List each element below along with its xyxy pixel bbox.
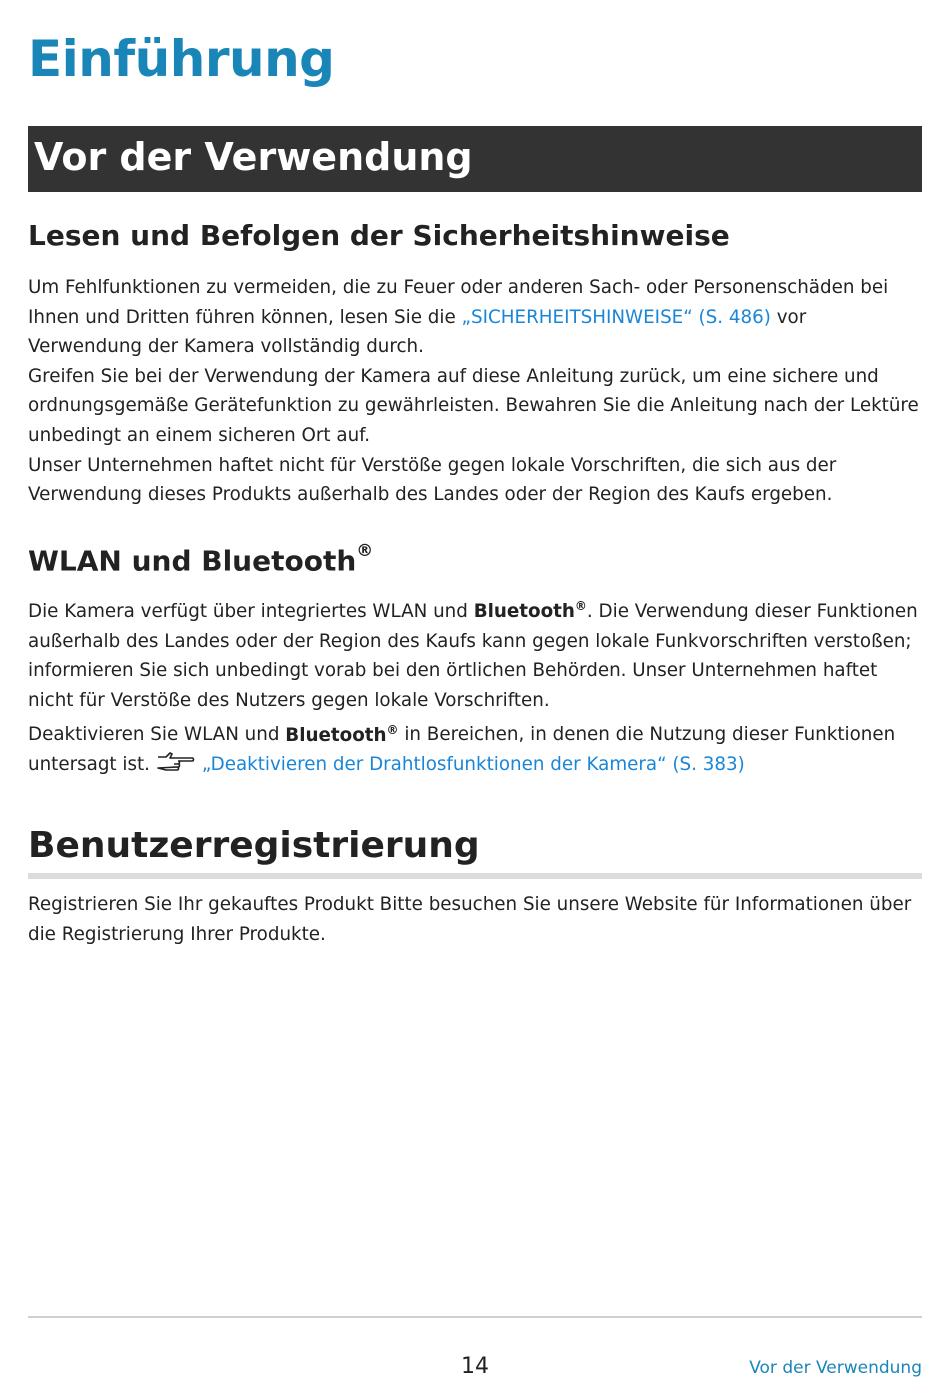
safety-p1-text: Um Fehlfunktionen zu vermeiden, die zu Feuer oder anderen Sach- oder Personenschäden bei Ihnen und Dritten führen können, lesen Sie die [28,277,889,328]
wlan-text [28,592,922,780]
section-title: Vor der Verwendung [34,135,473,179]
safety-text [28,273,922,510]
chapter-title: Einführung [28,30,335,88]
bluetooth-term: Bluetooth® [285,722,399,746]
wlan-p1-text-end: . Die Verwendung dieser Funktionen außerhalb des Landes oder der Region des Kaufs kann gegen lokale Funkvorschriften verstoßen; informieren Sie sich unbedingt vorab bei den örtlichen Behörden. Unser Unternehmen haftet nicht für Verstöße des Nutzers gegen lokale Vorschriften. [28,601,918,711]
safety-p1-text-end: vor Verwendung der Kamera vollständig durch. [28,306,807,358]
safety-instructions-link[interactable]: „SICHERHEITSHINWEISE“ (S. 486) [461,306,771,328]
heading-underline [28,873,922,879]
safety-p2-text: Greifen Sie bei der Verwendung der Kamera auf diese Anleitung zurück, um eine sichere und ordnungsgemäße Gerätefunktion zu gewährleisten. Bewahren Sie die Anleitung nach der Lektüre unbedingt an einem sicheren Ort auf. [28,365,919,446]
registered-mark: ® [356,541,374,561]
wireless-disable-link[interactable]: „Deaktivieren der Drahtlosfunktionen der Kamera“ (S. 383) [201,754,745,776]
wlan-heading-text: WLAN und Bluetooth [28,544,357,578]
page-number: 14 [461,1354,489,1379]
bluetooth-term: Bluetooth® [473,599,587,623]
wlan-p1-text: Die Kamera verfügt über integriertes WLAN und [28,601,474,623]
wlan-p2-text-end: in Bereichen, in denen die Nutzung dieser Funktionen untersagt ist. [28,724,896,776]
registration-heading: Benutzerregistrierung [28,825,480,866]
footer-divider [28,1316,922,1318]
registration-text: Registrieren Sie Ihr gekauftes Produkt Bitte besuchen Sie unsere Website für Informationen über die Registrierung Ihrer Produkte. [28,894,912,945]
safety-p3-text: Unser Unternehmen haftet nicht für Verstöße gegen lokale Vorschriften, die sich aus der Verwendung dieses Produkts außerhalb des Landes oder der Region des Kaufs ergeben. [28,454,837,506]
safety-heading: Lesen und Befolgen der Sicherheitshinweise [28,219,730,252]
footer-section-link[interactable]: Vor der Verwendung [749,1358,922,1378]
section-banner [28,126,922,192]
wlan-heading [28,537,373,579]
pointing-hand-icon [156,751,196,773]
wlan-p2-text: Deaktivieren Sie WLAN und [28,724,286,746]
